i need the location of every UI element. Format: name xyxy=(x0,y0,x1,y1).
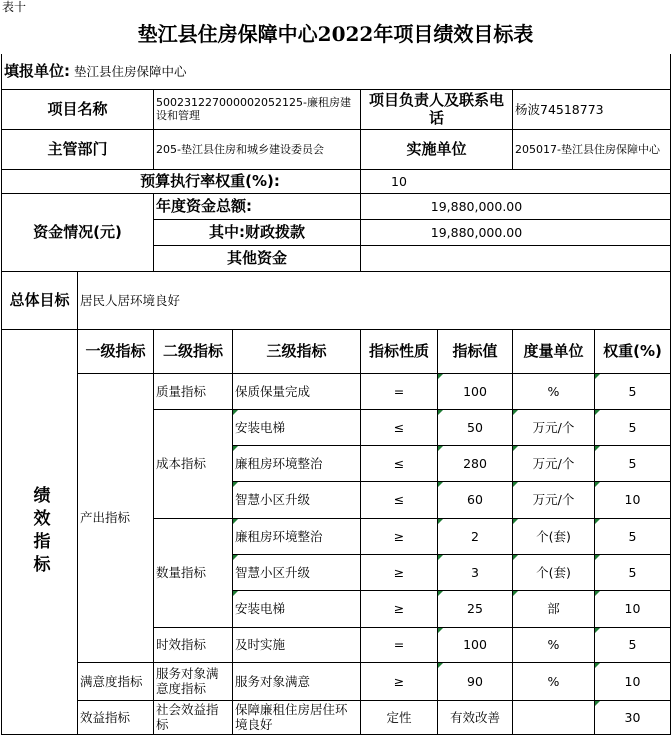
performance-label: 绩效指标 xyxy=(2,329,78,734)
impl-label: 实施单位 xyxy=(361,129,513,169)
header-l2: 二级指标 xyxy=(154,329,233,373)
l3-cell: 廉租房环境整治 xyxy=(233,518,361,554)
unit-cell: 万元/个 xyxy=(513,445,595,481)
l3-cell: 智慧小区升级 xyxy=(233,481,361,518)
l2-cell: 时效指标 xyxy=(154,627,233,662)
nature-cell: = xyxy=(361,373,438,409)
l2-cell: 数量指标 xyxy=(154,518,233,627)
header-l1: 一级指标 xyxy=(78,329,154,373)
unit-cell: % xyxy=(513,662,595,700)
unit-cell: 万元/个 xyxy=(513,481,595,518)
header-unit: 度量单位 xyxy=(513,329,595,373)
sheet-label: 表十 xyxy=(2,0,27,14)
value-cell: 100 xyxy=(438,627,513,662)
l3-cell: 廉租房环境整治 xyxy=(233,445,361,481)
funds-label: 资金情况(元) xyxy=(2,193,154,271)
weight-cell: 30 xyxy=(595,700,671,734)
header-nature: 指标性质 xyxy=(361,329,438,373)
weight-cell: 5 xyxy=(595,518,671,554)
value-cell: 100 xyxy=(438,373,513,409)
table-row xyxy=(2,700,671,734)
fill-unit-row xyxy=(2,54,671,89)
l3-cell: 保障廉租住房居住环境良好 xyxy=(233,700,361,734)
value-cell: 2 xyxy=(438,518,513,554)
table-row xyxy=(2,662,671,700)
weight-cell: 5 xyxy=(595,627,671,662)
l3-cell: 保质保量完成 xyxy=(233,373,361,409)
fill-unit-label: 填报单位: xyxy=(4,62,70,81)
annual-total-value: 19,880,000.00 xyxy=(361,193,671,219)
unit-cell: 万元/个 xyxy=(513,409,595,445)
weight-cell: 5 xyxy=(595,373,671,409)
weight-cell: 5 xyxy=(595,554,671,590)
value-cell: 280 xyxy=(438,445,513,481)
l1-cell: 产出指标 xyxy=(78,373,154,662)
value-cell: 50 xyxy=(438,409,513,445)
weight-cell: 10 xyxy=(595,481,671,518)
fiscal-value: 19,880,000.00 xyxy=(361,219,671,245)
page-title: 垫江县住房保障中心2022年项目绩效目标表 xyxy=(137,22,534,46)
l3-cell: 智慧小区升级 xyxy=(233,554,361,590)
annual-total-label: 年度资金总额: xyxy=(154,193,361,219)
header-l3: 三级指标 xyxy=(233,329,361,373)
unit-cell: 部 xyxy=(513,590,595,627)
impl-value: 205017-垫江县住房保障中心 xyxy=(513,129,671,169)
budget-weight-value: 10 xyxy=(361,169,671,193)
fiscal-label: 其中:财政拨款 xyxy=(154,219,361,245)
nature-cell: ≥ xyxy=(361,662,438,700)
contact-label: 项目负责人及联系电话 xyxy=(361,89,513,129)
project-name-value: 500231227000002052125-廉租房建设和管理 xyxy=(154,89,361,129)
l2-cell: 质量指标 xyxy=(154,373,233,409)
overall-goal-value: 居民人居环境良好 xyxy=(78,271,671,329)
l2-cell: 成本指标 xyxy=(154,409,233,518)
nature-cell: = xyxy=(361,627,438,662)
contact-value: 杨波74518773 xyxy=(513,89,671,129)
nature-cell: 定性 xyxy=(361,700,438,734)
budget-weight-label: 预算执行率权重(%): xyxy=(2,169,361,193)
nature-cell: ≥ xyxy=(361,554,438,590)
nature-cell: ≥ xyxy=(361,590,438,627)
weight-cell: 10 xyxy=(595,662,671,700)
table-row xyxy=(2,373,671,409)
l1-cell: 满意度指标 xyxy=(78,662,154,700)
weight-cell: 5 xyxy=(595,445,671,481)
performance-table xyxy=(1,54,671,735)
overall-goal-label: 总体目标 xyxy=(2,271,78,329)
unit-cell xyxy=(513,700,595,734)
header-value: 指标值 xyxy=(438,329,513,373)
nature-cell: ≥ xyxy=(361,518,438,554)
weight-cell: 5 xyxy=(595,409,671,445)
unit-cell: 个(套) xyxy=(513,554,595,590)
l3-cell: 及时实施 xyxy=(233,627,361,662)
nature-cell: ≤ xyxy=(361,445,438,481)
value-cell: 90 xyxy=(438,662,513,700)
l3-cell: 安装电梯 xyxy=(233,590,361,627)
other-funds-label: 其他资金 xyxy=(154,245,361,271)
value-cell: 25 xyxy=(438,590,513,627)
l2-cell: 社会效益指标 xyxy=(154,700,233,734)
unit-cell: % xyxy=(513,627,595,662)
value-cell: 3 xyxy=(438,554,513,590)
fill-unit-value: 垫江县住房保障中心 xyxy=(73,64,187,80)
nature-cell: ≤ xyxy=(361,481,438,518)
l3-cell: 安装电梯 xyxy=(233,409,361,445)
other-funds-value xyxy=(361,245,671,271)
nature-cell: ≤ xyxy=(361,409,438,445)
value-cell: 60 xyxy=(438,481,513,518)
unit-cell: 个(套) xyxy=(513,518,595,554)
value-cell: 有效改善 xyxy=(438,700,513,734)
l2-cell: 服务对象满意度指标 xyxy=(154,662,233,700)
unit-cell: % xyxy=(513,373,595,409)
header-weight: 权重(%) xyxy=(595,329,671,373)
dept-label: 主管部门 xyxy=(2,129,154,169)
l1-cell: 效益指标 xyxy=(78,700,154,734)
project-name-label: 项目名称 xyxy=(2,89,154,129)
weight-cell: 10 xyxy=(595,590,671,627)
l3-cell: 服务对象满意 xyxy=(233,662,361,700)
dept-value: 205-垫江县住房和城乡建设委员会 xyxy=(154,129,361,169)
